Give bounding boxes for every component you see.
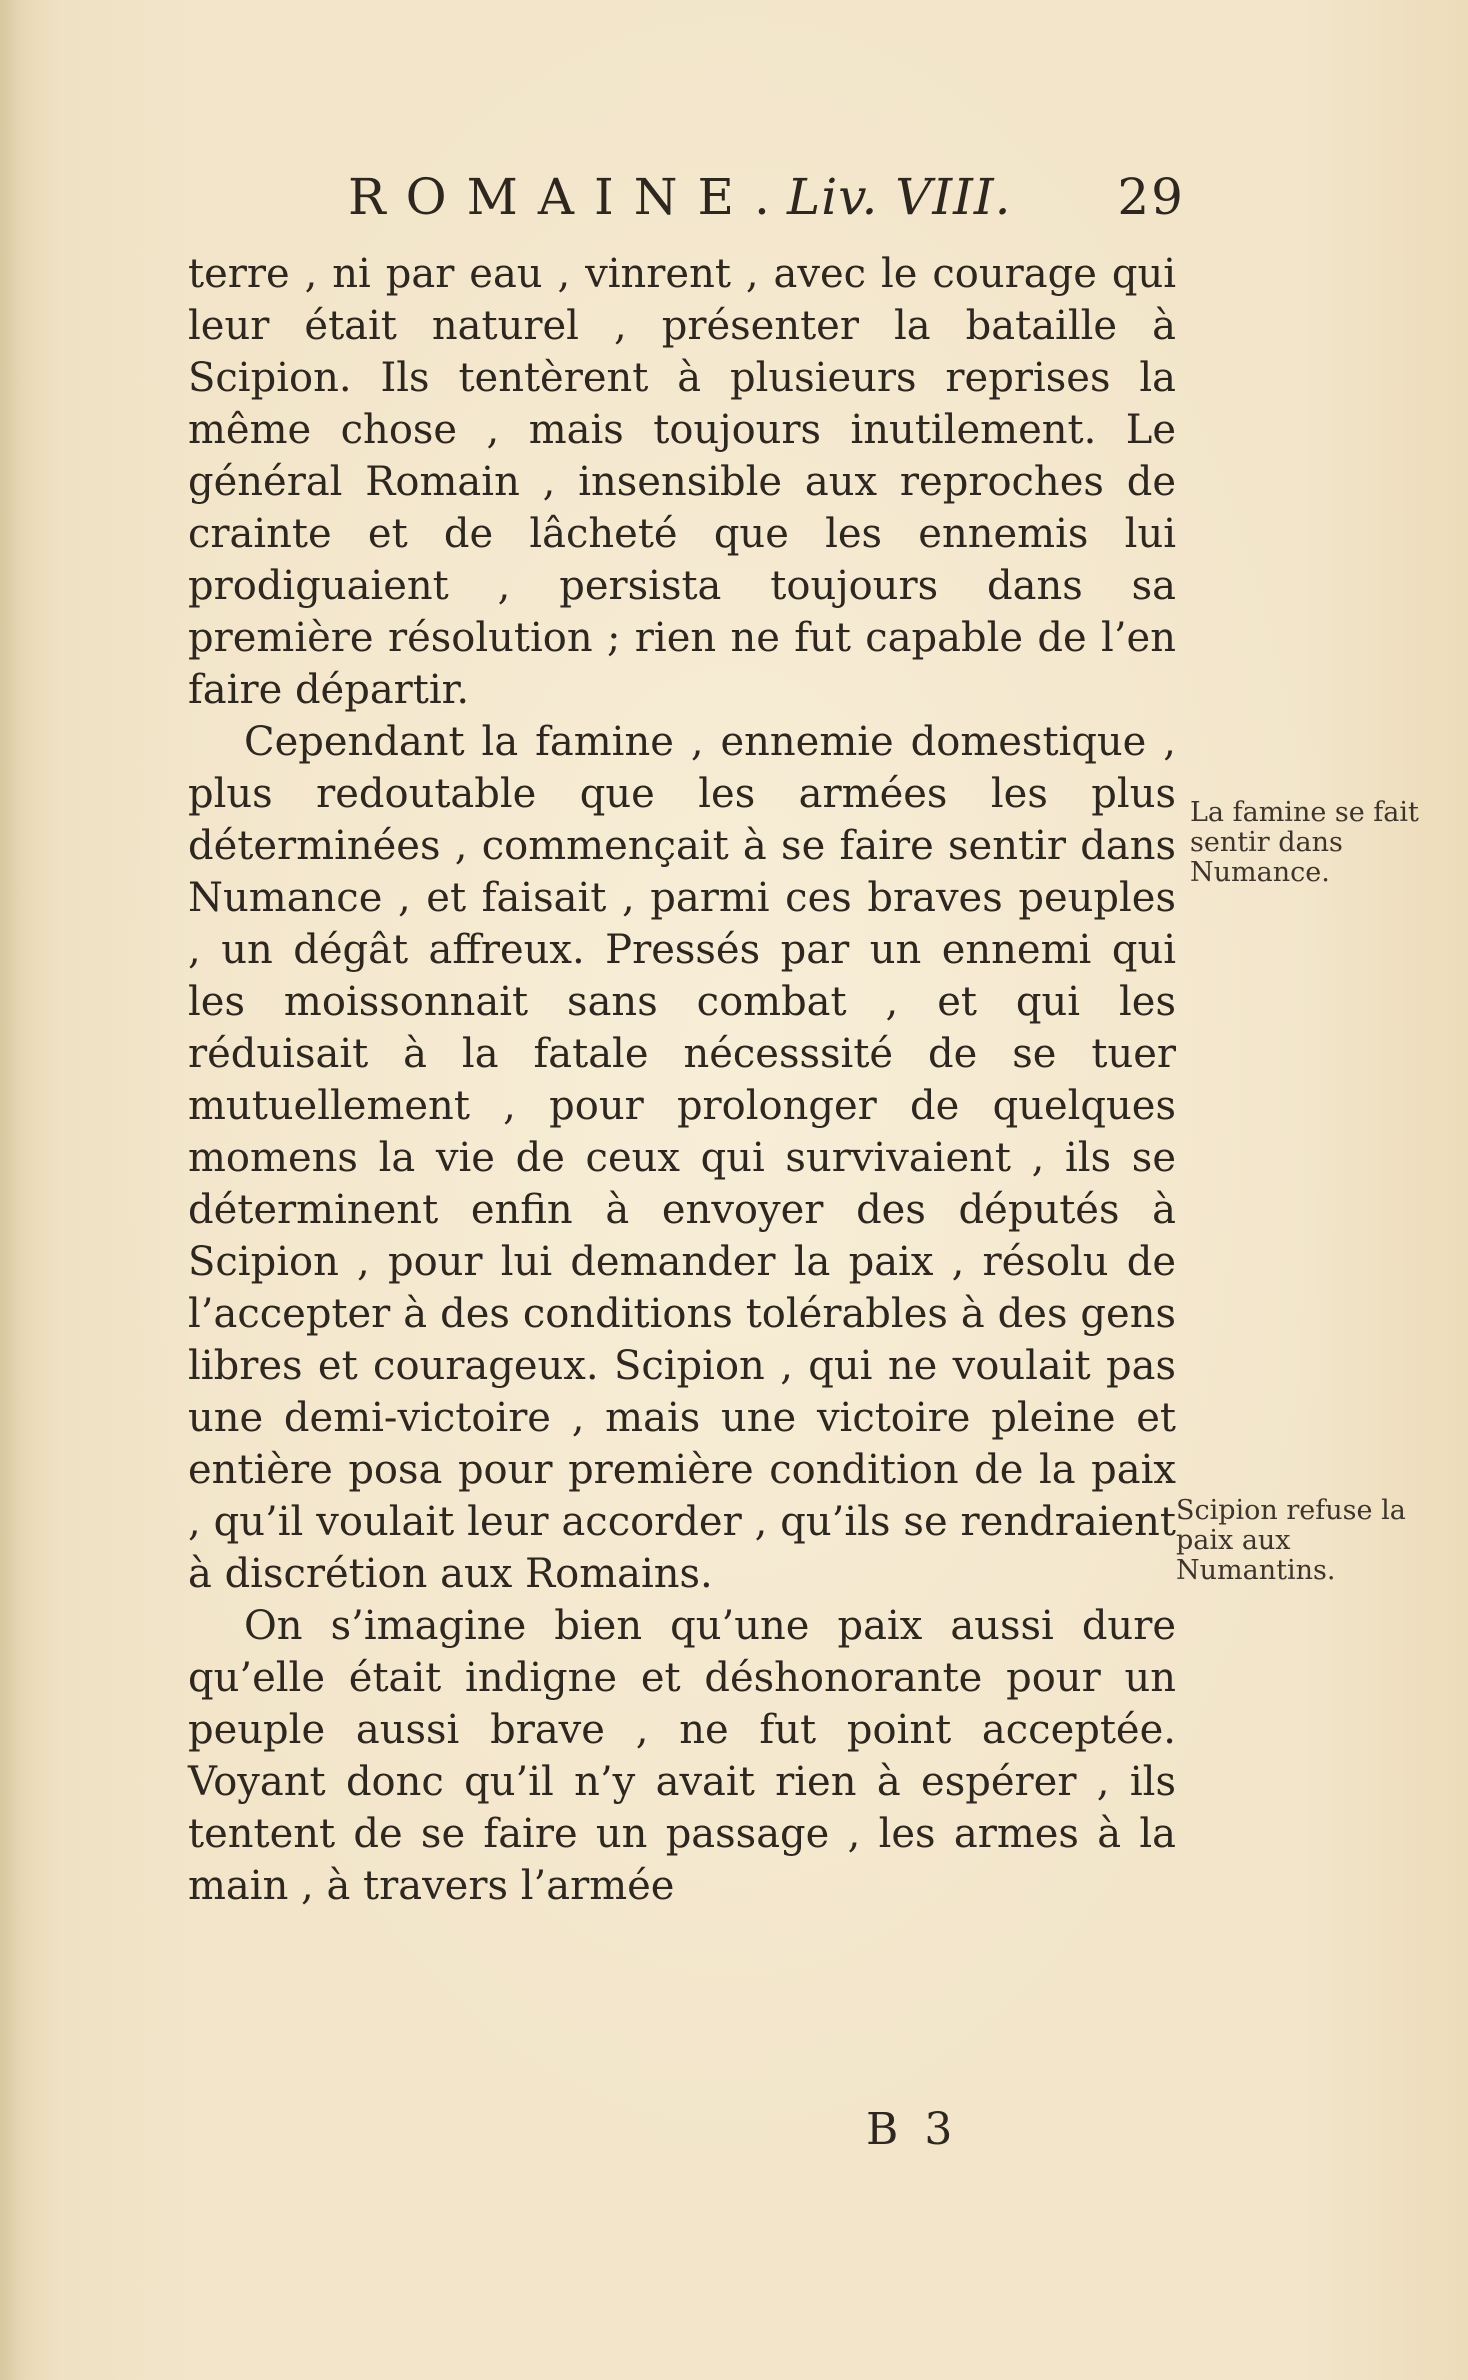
paragraph: terre , ni par eau , vinrent , avec le courage qui leur était naturel , présenter la bataille à Scipion. Ils tentèrent à plusieurs reprises la même chose , mais toujours inutilement. Le général Romain , insensible aux reproches de crainte et de lâcheté que les ennemis lui prodiguaient , persista toujours dans sa première résolution ; rien ne fut capable de l’en faire départir.: [188, 251, 1176, 713]
paragraph: Cependant la famine , ennemie domestique , plus redoutable que les armées les plus déterminées , commençait à se faire sentir dans Numance , et faisait , parmi ces braves peuples , un dégât affreux. Pressés par un ennemi qui les moissonnait sans combat , et qui les réduisait à la fatale nécesssité de se tuer mutuellement , pour prolonger de quelques momens la vie de ceux qui survivaient , ils se déterminent enfin à envoyer des députés à Scipion , pour lui demander la paix , résolu de l’accepter à des conditions tolérables à des gens libres et courageux. Scipion , qui ne voulait pas une demi-victoire , mais une victoire pleine et entière posa pour première condition de la paix , qu’il voulait leur accorder , qu’ils se rendraient à discrétion aux Romains.: [188, 719, 1176, 1597]
body-text: [188, 248, 1176, 1912]
book-reference: Liv. VIII.: [787, 168, 1012, 226]
paragraph: On s’imagine bien qu’une paix aussi dure qu’elle était indigne et déshonorante pour un peuple aussi brave , ne fut point acceptée. Voyant donc qu’il n’y avait rien à espérer , ils tentent de se faire un passage , les armes à la main , à travers l’armée: [188, 1603, 1176, 1909]
margin-note: Scipion refuse la paix aux Numantins.: [1176, 1495, 1406, 1586]
page-number: 29: [1117, 168, 1185, 226]
signature-mark: B 3: [866, 2104, 959, 2155]
running-title: ROMAINE.: [348, 168, 790, 226]
margin-note: La famine se fait sentir dans Numance.: [1190, 797, 1419, 888]
running-header: [340, 168, 1185, 238]
